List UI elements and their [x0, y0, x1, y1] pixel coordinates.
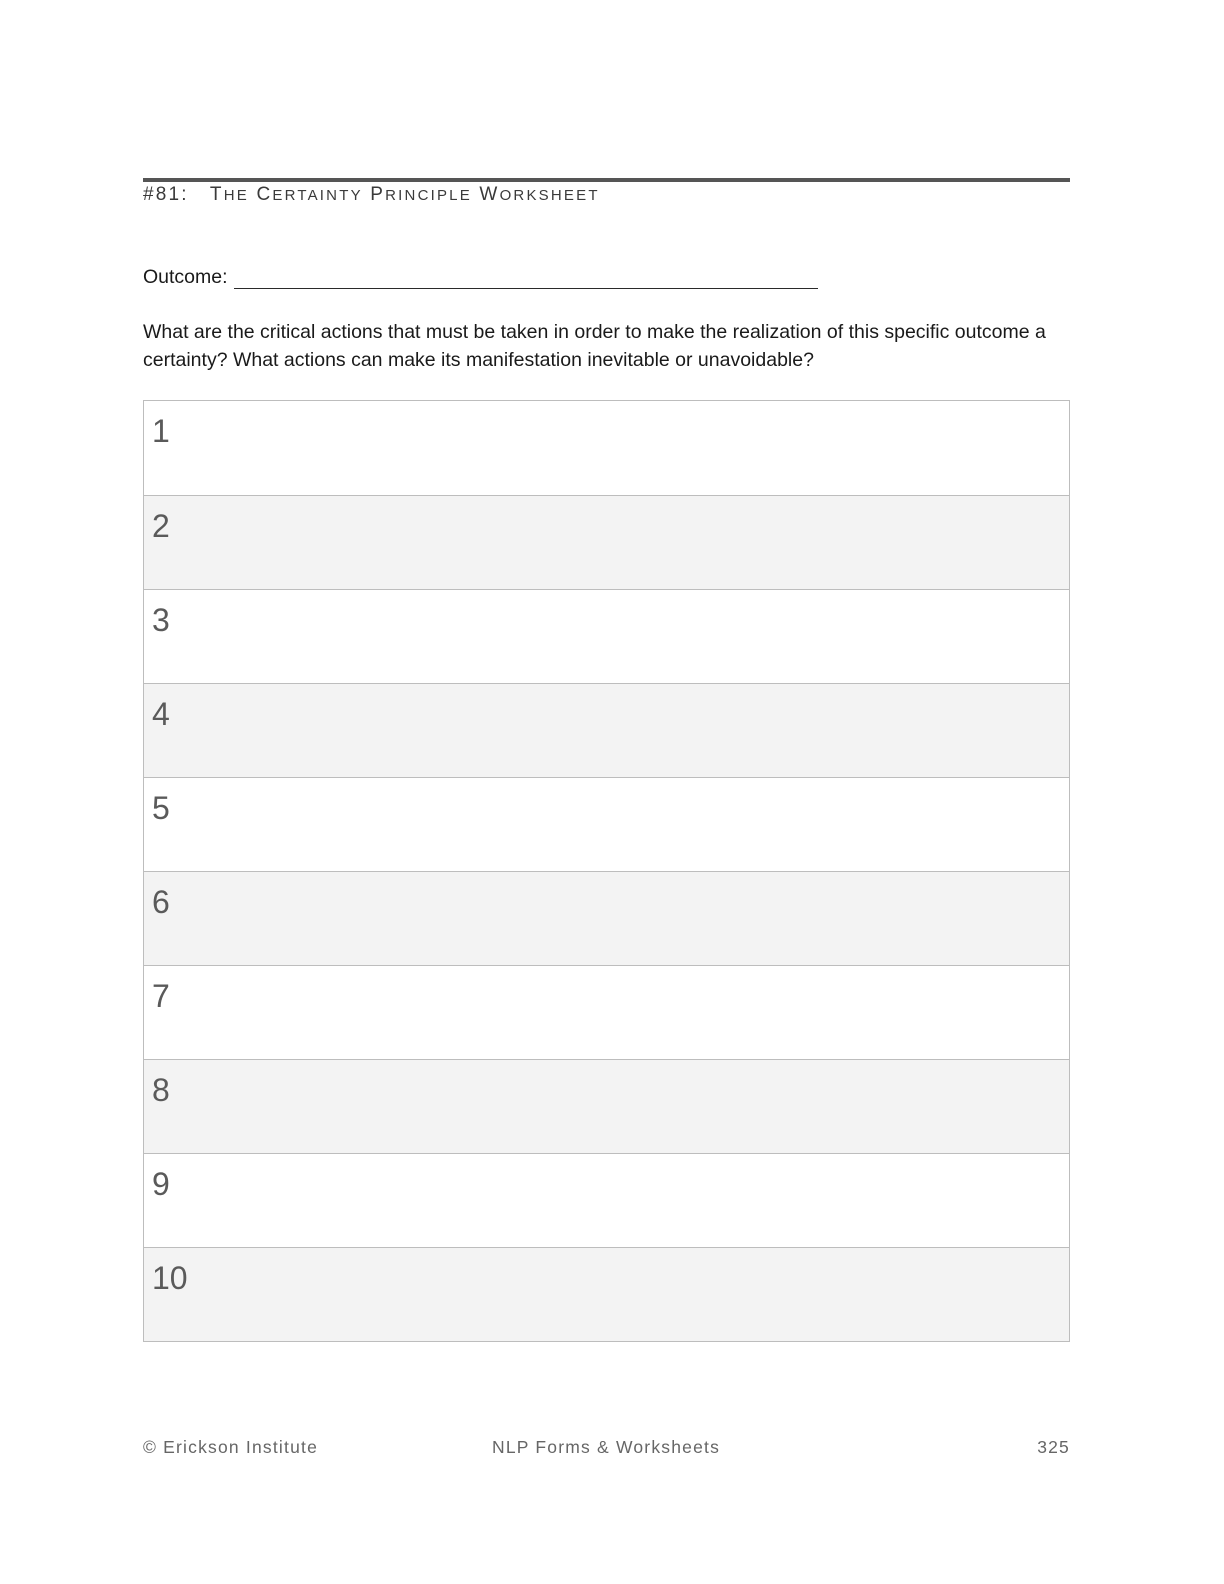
footer-page-number: 325	[1037, 1437, 1070, 1457]
row-number: 7	[152, 978, 170, 1014]
footer-book-title: NLP Forms & Worksheets	[492, 1437, 721, 1457]
answer-row[interactable]	[144, 495, 1069, 589]
question-text: What are the critical actions that must be taken in order to make the realization of this specific outcome a certainty? What actions can make its manifestation inevitable or unavoidable?	[143, 321, 1046, 371]
answer-row[interactable]	[144, 589, 1069, 683]
answer-row[interactable]	[144, 683, 1069, 777]
top-rule	[143, 178, 1070, 182]
answer-row[interactable]	[144, 1247, 1069, 1341]
worksheet-heading	[143, 184, 600, 206]
row-number: 10	[152, 1260, 188, 1296]
row-number: 3	[152, 602, 170, 638]
row-number: 8	[152, 1072, 170, 1108]
heading-word: THE	[209, 184, 249, 205]
worksheet-page	[143, 0, 1070, 1584]
answer-row[interactable]	[144, 1059, 1069, 1153]
row-number: 2	[152, 508, 170, 544]
heading-word: CERTAINTY	[256, 184, 363, 205]
answer-grid	[143, 400, 1070, 1342]
answer-row[interactable]	[144, 1153, 1069, 1247]
answer-row[interactable]	[144, 401, 1069, 495]
outcome-field[interactable]	[143, 266, 818, 289]
row-number: 5	[152, 790, 170, 826]
row-number: 9	[152, 1166, 170, 1202]
outcome-blank-line[interactable]	[234, 266, 818, 289]
answer-row[interactable]	[144, 871, 1069, 965]
outcome-label: Outcome:	[143, 266, 228, 288]
answer-row[interactable]	[144, 965, 1069, 1059]
row-number: 6	[152, 884, 170, 920]
heading-word: PRINCIPLE	[370, 184, 472, 205]
answer-row[interactable]	[144, 777, 1069, 871]
worksheet-number: #81:	[143, 184, 189, 205]
footer-copyright: © Erickson Institute	[143, 1437, 319, 1457]
row-number: 4	[152, 696, 170, 732]
heading-word: WORKSHEET	[479, 184, 600, 205]
row-number: 1	[152, 413, 170, 449]
